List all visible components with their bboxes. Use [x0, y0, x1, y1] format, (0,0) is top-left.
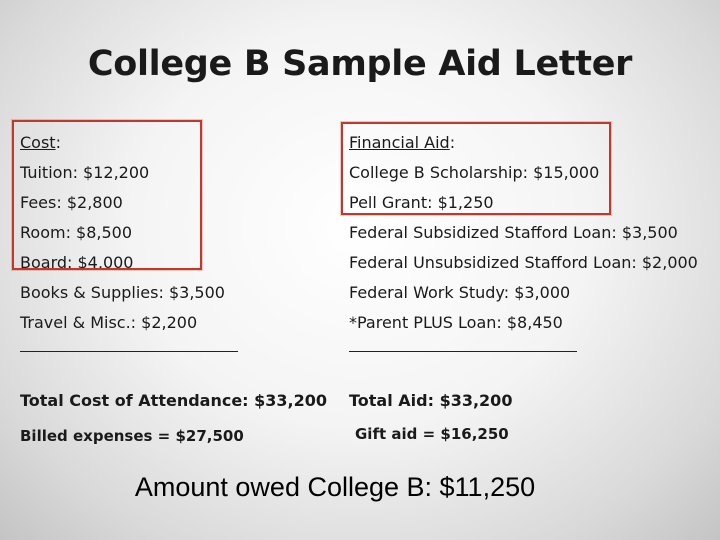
page-title: College B Sample Aid Letter — [87, 44, 633, 84]
billed-expenses: Billed expenses = $27,500 — [20, 427, 244, 445]
aid-heading-colon: : — [449, 133, 456, 152]
aid-item-pell: Pell Grant: $1,250 — [349, 193, 494, 212]
aid-item-subsidized: Federal Subsidized Stafford Loan: $3,500 — [349, 223, 678, 242]
total-aid: Total Aid: $33,200 — [349, 391, 513, 410]
gift-aid: Gift aid = $16,250 — [355, 425, 509, 443]
cost-item-board: Board: $4,000 — [20, 253, 134, 272]
aid-item-unsubsidized: Federal Unsubsidized Stafford Loan: $2,000 — [349, 253, 698, 272]
cost-heading-colon: : — [55, 133, 61, 152]
aid-item-work-study: Federal Work Study: $3,000 — [349, 283, 571, 302]
aid-heading-label: Financial Aid — [349, 133, 450, 152]
aid-item-scholarship: College B Scholarship: $15,000 — [349, 163, 600, 182]
aid-item-plus-loan: *Parent PLUS Loan: $8,450 — [349, 313, 563, 332]
cost-item-tuition: Tuition: $12,200 — [20, 163, 150, 182]
aid-highlight-box — [341, 122, 611, 215]
cost-heading-label: Cost — [20, 133, 56, 152]
cost-item-travel: Travel & Misc.: $2,200 — [20, 313, 198, 332]
cost-highlight-box — [12, 120, 202, 270]
aid-sum-rule — [349, 351, 577, 352]
cost-item-books: Books & Supplies: $3,500 — [20, 283, 225, 302]
cost-item-fees: Fees: $2,800 — [20, 193, 123, 212]
amount-owed: Amount owed College B: $11,250 — [134, 472, 536, 502]
total-cost: Total Cost of Attendance: $33,200 — [20, 391, 328, 410]
cost-sum-rule — [20, 351, 238, 352]
cost-item-room: Room: $8,500 — [20, 223, 133, 242]
